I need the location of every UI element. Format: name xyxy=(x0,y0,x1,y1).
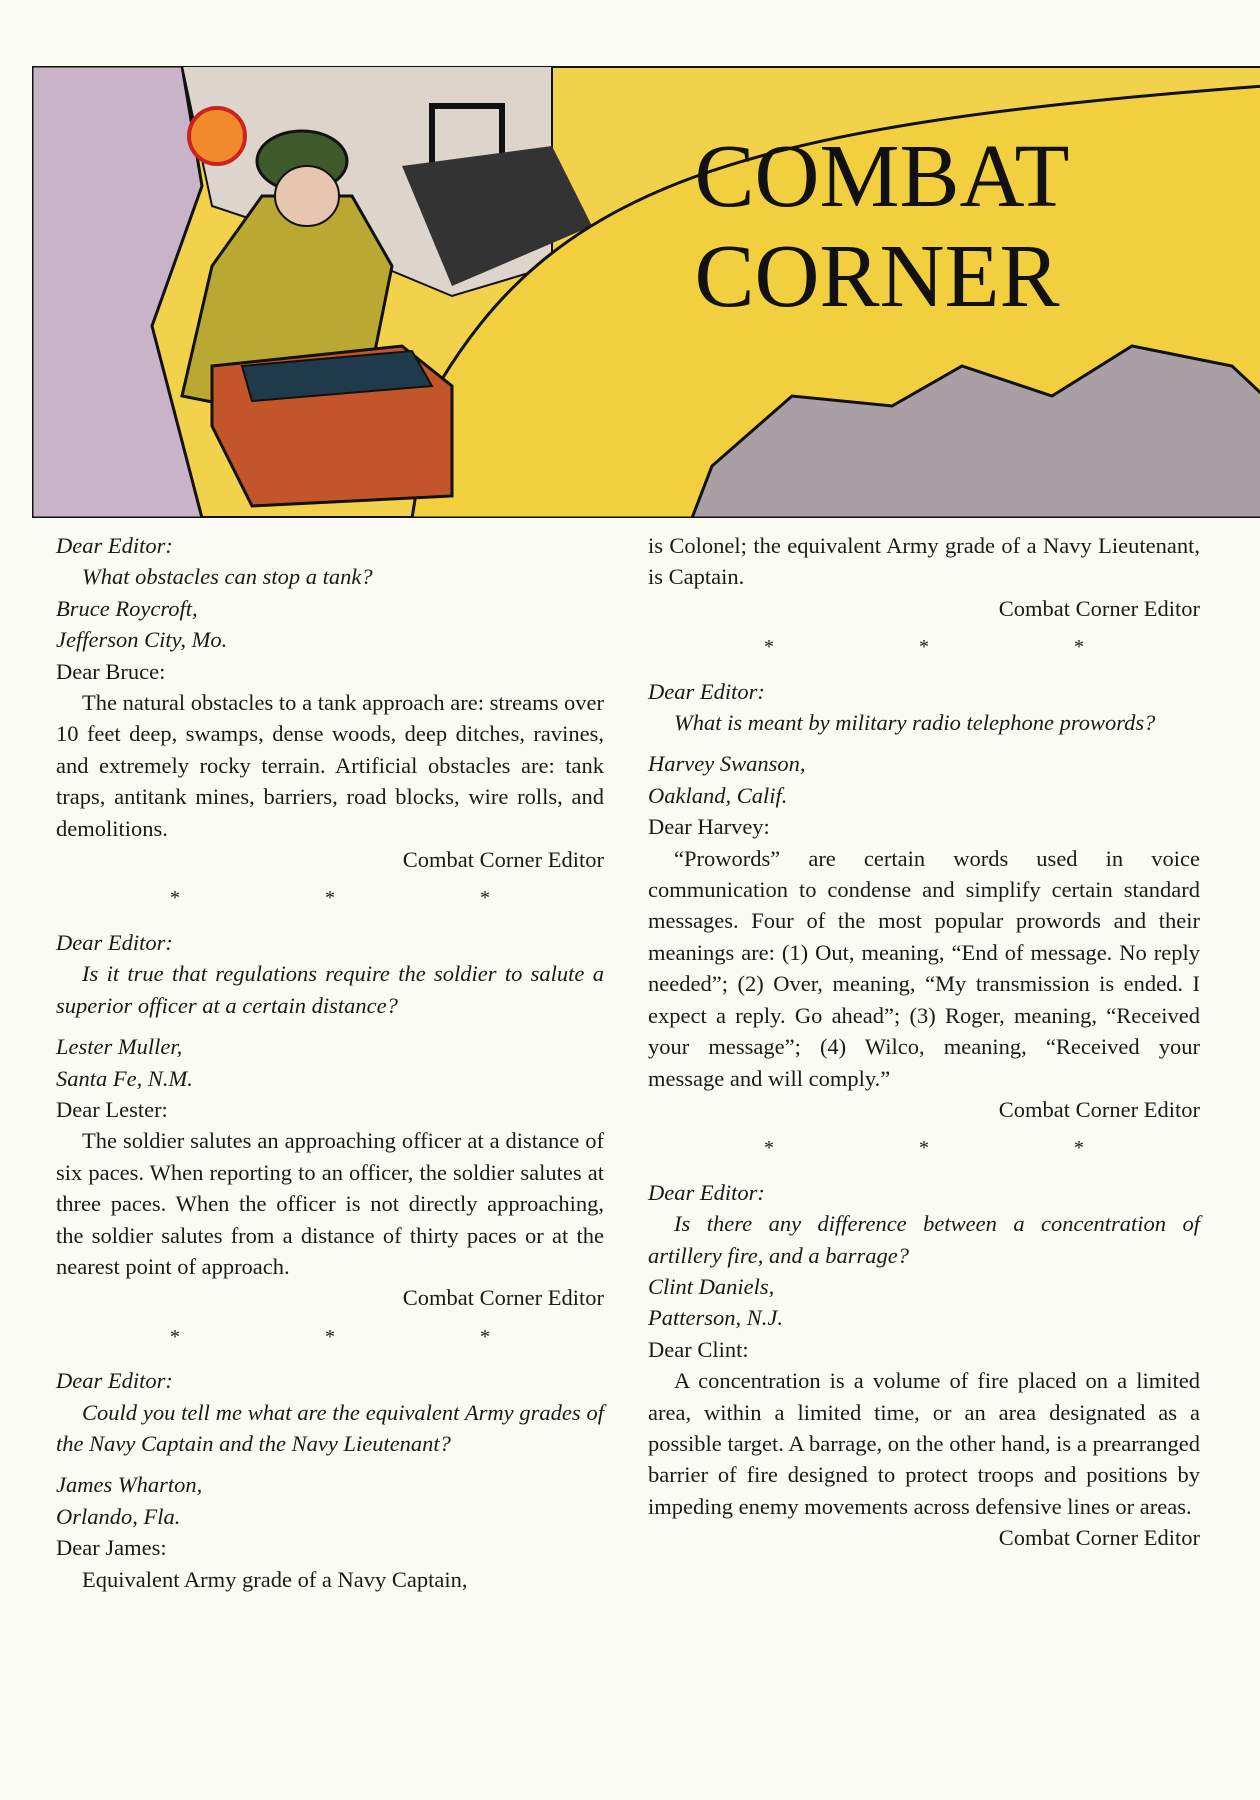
signoff: Combat Corner Editor xyxy=(998,1525,1200,1551)
signoff: Combat Corner Editor xyxy=(998,1096,1200,1122)
answer: The natural obstacles to a tank approach are: streams over 10 feet deep, swamps, dense woods, deep ditches, ravines, and extremely rocky terrain. Artificial obstacles are: tank traps, antitank mines, barriers, road blocks, wire rolls, and demolitions. xyxy=(56,690,604,841)
letter-4 xyxy=(648,676,1200,1126)
combat-corner-banner xyxy=(32,66,1260,518)
sender-name: James Wharton, xyxy=(56,1472,203,1498)
question: Is it true that regulations require the soldier to salute a superior officer at a certain distance? xyxy=(56,961,604,1018)
answer: Equivalent Army grade of a Navy Captain, xyxy=(82,1566,468,1592)
salutation: Dear Editor: xyxy=(648,1179,765,1205)
signoff: Combat Corner Editor xyxy=(998,595,1200,621)
question: What obstacles can stop a tank? xyxy=(82,564,373,590)
reply-salutation: Dear Harvey: xyxy=(648,814,770,840)
sender-name: Clint Daniels, xyxy=(648,1273,775,1299)
reply-salutation: Dear James: xyxy=(56,1535,167,1561)
answer: A concentration is a volume of fire placed on a limited area, within a limited time, or an area designated as a possible target. A barrage, on the other hand, is a prearranged barrier of fire designed to protect troops and positions by impeding enemy movements across defensive lines or areas. xyxy=(648,1368,1200,1519)
question: Could you tell me what are the equivalent Army grades of the Navy Captain and the Navy Lieutenant? xyxy=(56,1399,604,1456)
separator: * * * xyxy=(764,636,1154,659)
explosion xyxy=(189,108,245,164)
letter-5 xyxy=(648,1177,1200,1554)
reply-salutation: Dear Lester: xyxy=(56,1096,168,1122)
salutation: Dear Editor: xyxy=(56,929,173,955)
answer: The soldier salutes an approaching officer at a distance of six paces. When reporting to an officer, the soldier salutes at three paces. When the officer is not directly approaching, the soldier salutes from a distance of thirty paces or at the nearest point of approach. xyxy=(56,1128,604,1279)
answer: “Prowords” are certain words used in voice communication to condense and simplify certain standard messages. Four of the most popular prowords and their meanings are: (1) Out, meaning, “End of message. No reply needed”; (2) Over, meaning, “My transmission is ended. I expect a reply. Go ahead”; (3) Roger, meaning, “Received your message”; (4) Wilco, meaning, “Received your message and will comply.” xyxy=(648,845,1200,1091)
sender-place: Oakland, Calif. xyxy=(648,782,788,808)
title-line-1: COMBAT xyxy=(694,127,1070,226)
signoff: Combat Corner Editor xyxy=(402,847,604,873)
sender-name: Harvey Swanson, xyxy=(648,751,806,777)
banner-illustration xyxy=(32,66,1260,518)
letter-3 xyxy=(56,1365,604,1595)
sender-name: Bruce Roycroft, xyxy=(56,595,198,621)
sender-place: Orlando, Fla. xyxy=(56,1503,181,1529)
reply-salutation: Dear Bruce: xyxy=(56,658,166,684)
sender-place: Jefferson City, Mo. xyxy=(56,627,228,653)
sender-name: Lester Muller, xyxy=(56,1034,183,1060)
sender-place: Patterson, N.J. xyxy=(648,1305,783,1331)
letter-3-continued xyxy=(648,530,1200,624)
question: Is there any difference between a concentration of artillery fire, and a barrage? xyxy=(648,1211,1200,1268)
reply-salutation: Dear Clint: xyxy=(648,1336,749,1362)
salutation: Dear Editor: xyxy=(56,533,173,558)
letter-2 xyxy=(56,927,604,1314)
sender-place: Santa Fe, N.M. xyxy=(56,1065,193,1091)
question: What is meant by military radio telephone prowords? xyxy=(674,710,1156,736)
letter-1 xyxy=(56,530,604,875)
left-column xyxy=(56,530,604,1595)
separator: * * * xyxy=(764,1137,1154,1160)
answer-continuation: is Colonel; the equivalent Army grade of a Navy Lieutenant, is Captain. xyxy=(648,533,1200,590)
title-line-2: CORNER xyxy=(694,227,1060,326)
separator: * * * xyxy=(170,1325,560,1348)
salutation: Dear Editor: xyxy=(56,1368,173,1394)
right-column xyxy=(648,530,1200,1554)
salutation: Dear Editor: xyxy=(648,678,765,704)
signoff: Combat Corner Editor xyxy=(402,1285,604,1311)
separator: * * * xyxy=(170,887,560,910)
